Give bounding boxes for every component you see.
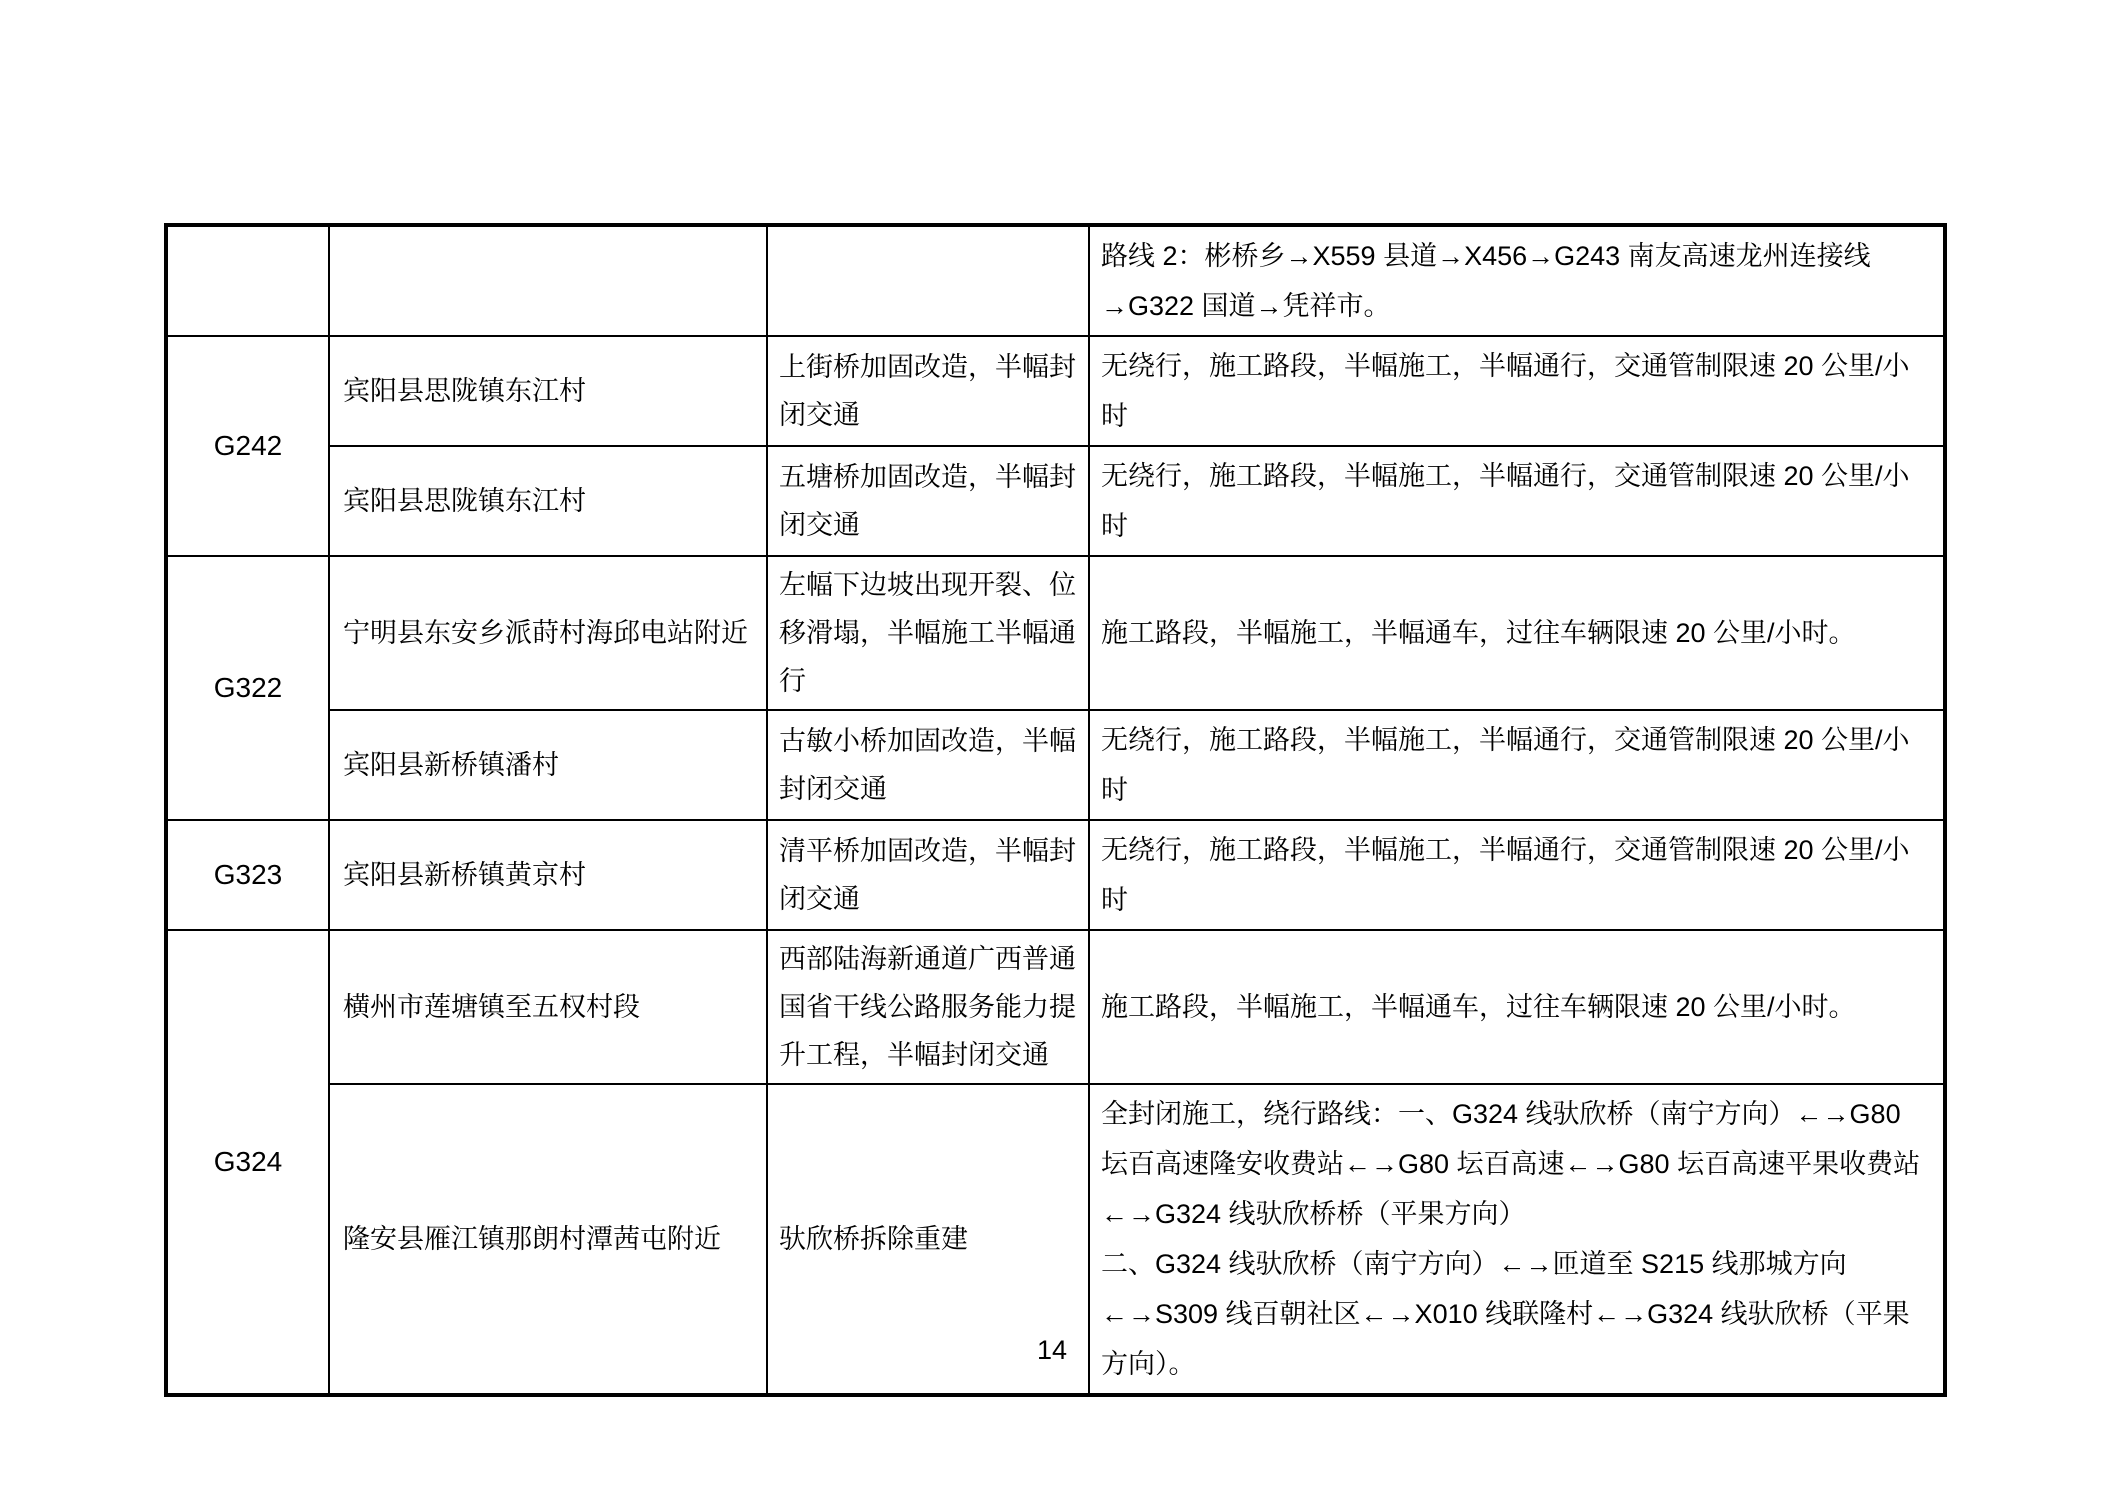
construction-cell: 驮欣桥拆除重建: [767, 1084, 1089, 1395]
detour-cell: 无绕行，施工路段，半幅施工，半幅通行，交通管制限速 20 公里/小时: [1089, 446, 1945, 556]
location-cell: 宾阳县新桥镇黄京村: [329, 820, 767, 930]
construction-cell: 左幅下边坡出现开裂、位移滑塌，半幅施工半幅通行: [767, 556, 1089, 710]
detour-route-2: 二、G324 线驮欣桥（南宁方向）←→匝道至 S215 线那城方向←→S309 线百朝社区←→X010 线联隆村←→G324 线驮欣桥（平果方向）。: [1101, 1249, 1910, 1379]
road-number-cell: G324: [166, 930, 329, 1395]
road-number-cell: G322: [166, 556, 329, 820]
detour-cell: 无绕行，施工路段，半幅施工，半幅通行，交通管制限速 20 公里/小时: [1089, 336, 1945, 446]
location-cell: 隆安县雁江镇那朗村潭茜屯附近: [329, 1084, 767, 1395]
road-number-cell: G323: [166, 820, 329, 930]
roadworks-table: [164, 223, 1947, 1397]
location-cell: [329, 225, 767, 336]
table-row-g322-2: [166, 710, 1945, 820]
construction-cell: 西部陆海新通道广西普通国省干线公路服务能力提升工程，半幅封闭交通: [767, 930, 1089, 1084]
detour-route-1: 全封闭施工，绕行路线：一、G324 线驮欣桥（南宁方向）←→G80 坛百高速隆安收费站←→G80 坛百高速←→G80 坛百高速平果收费站←→G324 线驮欣桥桥（平果方向）: [1101, 1099, 1921, 1229]
table-row-g322-1: [166, 556, 1945, 710]
table-row-g242-2: [166, 446, 1945, 556]
construction-cell: 上街桥加固改造，半幅封闭交通: [767, 336, 1089, 446]
road-number-cell: G242: [166, 336, 329, 556]
detour-cell: 无绕行，施工路段，半幅施工，半幅通行，交通管制限速 20 公里/小时: [1089, 710, 1945, 820]
location-cell: 宁明县东安乡派莳村海邱电站附近: [329, 556, 767, 710]
construction-cell: [767, 225, 1089, 336]
road-number-cell: [166, 225, 329, 336]
detour-cell: 路线 2：彬桥乡→X559 县道→X456→G243 南友高速龙州连接线→G322 国道→凭祥市。: [1089, 225, 1945, 336]
location-cell: 横州市莲塘镇至五权村段: [329, 930, 767, 1084]
table-row-continuation: [166, 225, 1945, 336]
construction-cell: 清平桥加固改造，半幅封闭交通: [767, 820, 1089, 930]
construction-cell: 古敏小桥加固改造，半幅封闭交通: [767, 710, 1089, 820]
table-row-g242-1: [166, 336, 1945, 446]
page-number: 14: [1036, 1335, 1068, 1365]
table-row-g323: [166, 820, 1945, 930]
location-cell: 宾阳县思陇镇东江村: [329, 446, 767, 556]
construction-cell: 五塘桥加固改造，半幅封闭交通: [767, 446, 1089, 556]
location-cell: 宾阳县思陇镇东江村: [329, 336, 767, 446]
detour-cell: 施工路段，半幅施工，半幅通车，过往车辆限速 20 公里/小时。: [1089, 556, 1945, 710]
table-row-g324-1: [166, 930, 1945, 1084]
detour-cell: 无绕行，施工路段，半幅施工，半幅通行，交通管制限速 20 公里/小时: [1089, 820, 1945, 930]
detour-cell: 施工路段，半幅施工，半幅通车，过往车辆限速 20 公里/小时。: [1089, 930, 1945, 1084]
location-cell: 宾阳县新桥镇潘村: [329, 710, 767, 820]
